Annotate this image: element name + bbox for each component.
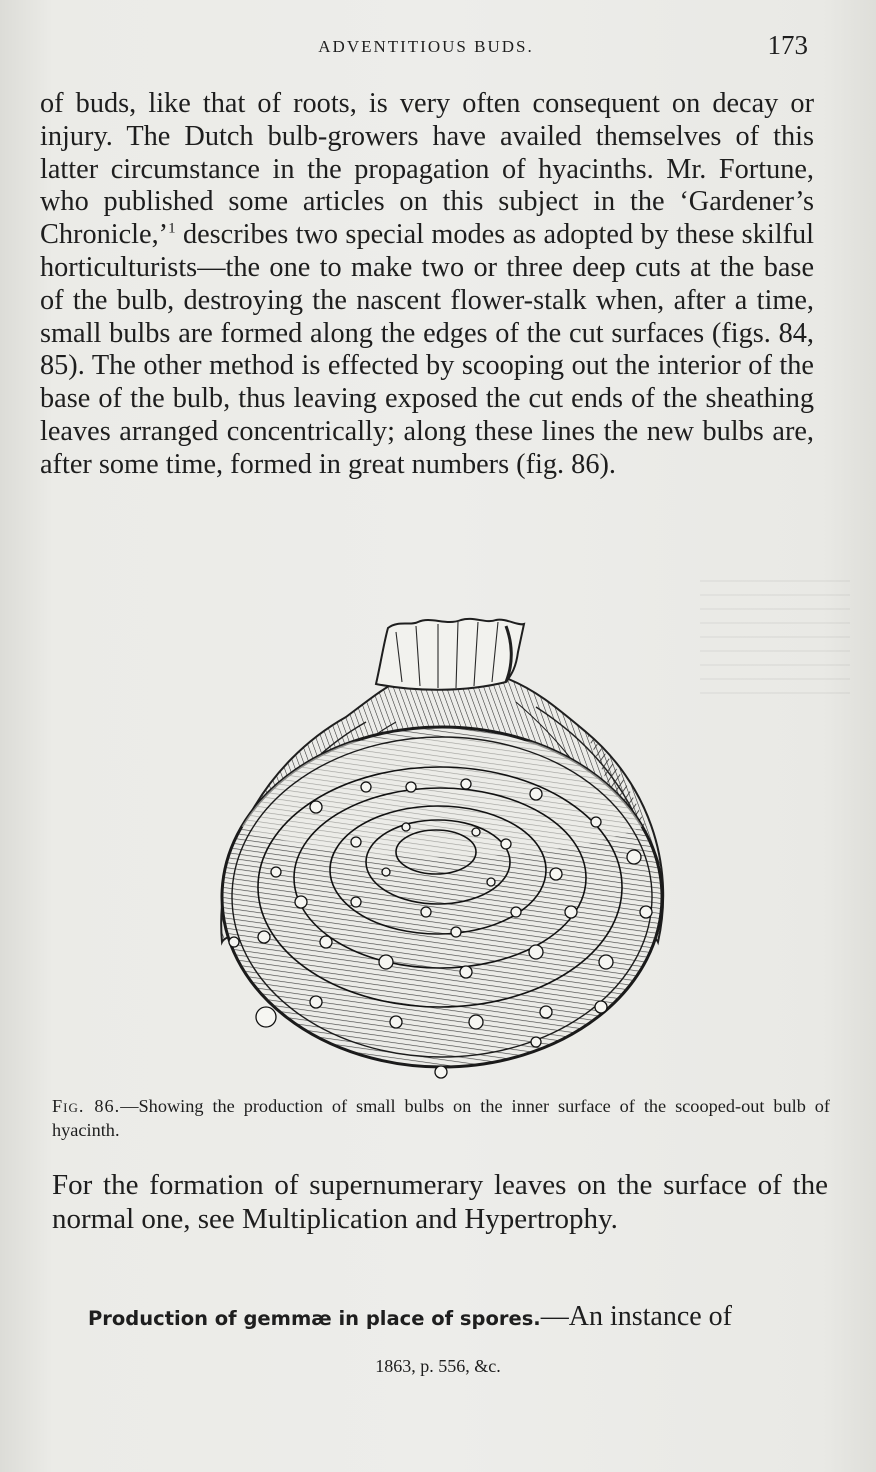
paragraph-3 [88, 1300, 828, 1336]
running-title: ADVENTITIOUS BUDS. [318, 37, 534, 56]
bulb-engraving [206, 612, 686, 1088]
run-in-heading: Production of gemmæ in place of spores. [88, 1307, 541, 1330]
paragraph-1-part-1: of buds, like that of roots, is very often consequent on decay or injury. The Dutch bulb-growers have availed themselves of this latter circumstance in the propagation of hyacinths. Mr. Fortune, who published some articles on this subject in the ‘Gardener’s Chronicle,’ [40, 88, 814, 251]
page-number: 173 [767, 30, 808, 60]
paragraph-1 [40, 88, 814, 482]
bleed-through-text [700, 580, 850, 700]
figure-caption [52, 1094, 830, 1142]
running-head [40, 30, 812, 66]
footnote-marker: 1 [168, 220, 176, 237]
paragraph-2: For the formation of supernumerary leaves on the surface of the normal one, see Multiplication and Hypertrophy. [52, 1169, 828, 1235]
paragraph-1-part-2: describes two special modes as adopted by these skilful horticulturists—the one to make two or three deep cuts at the base of the bulb, destroying the nascent flower-stalk when, after a time, small bulbs are formed along the edges of the cut surfaces (figs. 84, 85). The other method is effected by scooping out the interior of the base of the bulb, thus leaving exposed the cut ends of the sheathing leaves arranged concentrically; along these lines the new bulbs are, after some time, formed in great numbers (fig. 86). [40, 219, 814, 480]
figure-caption-text: —Showing the production of small bulbs on the inner surface of the scooped-out bulb of hyacinth. [52, 1096, 830, 1140]
figure-label: Fig. 86. [52, 1096, 121, 1116]
paragraph-3-text: —An instance of [540, 1301, 733, 1332]
footnote: 1863, p. 556, &c. [375, 1356, 501, 1376]
figure-86-hyacinth-bulb [206, 612, 686, 1088]
